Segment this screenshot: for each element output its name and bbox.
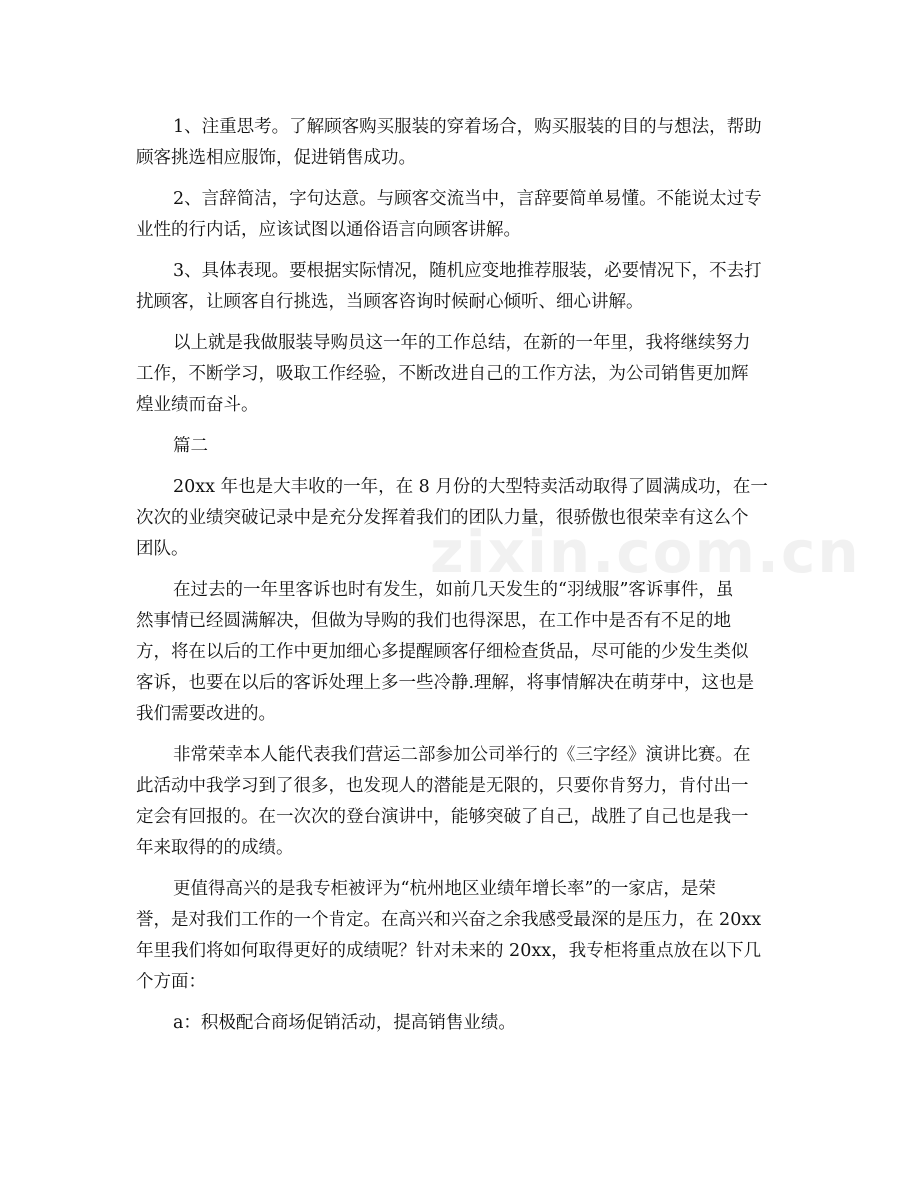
text-line: 方，将在以后的工作中更加细心多提醒顾客仔细检查货品，尽可能的少发生类似 [136,642,749,662]
text-line: 2、言辞简洁，字句达意。与顾客交流当中，言辞要简单易懂。不能说太过专 [173,189,762,209]
paragraph [136,328,793,421]
text-line: 个方面： [136,972,206,992]
text-line: 业性的行内话，应该试图以通俗语言向顾客讲解。 [136,220,521,240]
text-line: a：积极配合商场促销活动，提高销售业绩。 [173,1013,516,1033]
text-line: 非常荣幸本人能代表我们营运二部参加公司举行的《三字经》演讲比赛。在 [173,745,751,765]
paragraph [136,575,793,730]
watermark-text: zixin.com.cn [430,518,861,586]
text-line: 更值得高兴的是我专柜被评为“杭州地区业绩年增长率”的一家店，是荣 [173,879,716,899]
text-line: 顾客挑选相应服饰，促进销售成功。 [136,148,416,168]
text-line: 团队。 [136,539,189,559]
text-line: 20xx 年也是大丰收的一年，在 8 月份的大型特卖活动取得了圆满成功，在一 [173,477,768,497]
paragraph [136,256,793,318]
text-line: 1、注重思考。了解顾客购买服装的穿着场合，购买服装的目的与想法，帮助 [173,117,762,137]
paragraph [136,874,793,998]
paragraph [136,740,793,864]
text-line: 3、具体表现。要根据实际情况，随机应变地推荐服装，必要情况下，不去打 [173,261,762,281]
text-line: 煌业绩而奋斗。 [136,395,259,415]
text-line: 年来取得的的成绩。 [136,838,294,858]
paragraph [136,472,793,565]
text-line: 誉，是对我们工作的一个肯定。在高兴和兴奋之余我感受最深的是压力，在 20xx [136,910,762,930]
paragraph [136,112,793,174]
text-line: 年里我们将如何取得更好的成绩呢？针对未来的 20xx，我专柜将重点放在以下几 [136,941,762,961]
text-line: 客诉，也要在以后的客诉处理上多一些冷静.理解，将事情解决在萌芽中，这也是 [136,673,755,693]
paragraph [173,431,793,462]
text-line: 篇二 [173,436,208,456]
paragraph [136,184,793,246]
text-line: 以上就是我做服装导购员这一年的工作总结，在新的一年里，我将继续努力 [173,333,751,353]
text-line: 此活动中我学习到了很多，也发现人的潜能是无限的，只要你肯努力，肯付出一 [136,776,749,796]
text-line: 然事情已经圆满解决，但做为导购的我们也得深思，在工作中是否有不足的地 [136,611,731,631]
text-line: 我们需要改进的。 [136,704,276,724]
text-line: 次次的业绩突破记录中是充分发挥着我们的团队力量，很骄傲也很荣幸有这么个 [136,508,749,528]
text-line: 工作，不断学习，吸取工作经验，不断改进自己的工作方法，为公司销售更加辉 [136,364,749,384]
paragraph [173,1008,793,1039]
text-line: 在过去的一年里客诉也时有发生，如前几天发生的“羽绒服”客诉事件，虽 [173,580,734,600]
document-body [136,112,793,1049]
text-line: 定会有回报的。在一次次的登台演讲中，能够突破了自己，战胜了自己也是我一 [136,807,749,827]
text-line: 扰顾客，让顾客自行挑选，当顾客咨询时候耐心倾听、细心讲解。 [136,292,644,312]
